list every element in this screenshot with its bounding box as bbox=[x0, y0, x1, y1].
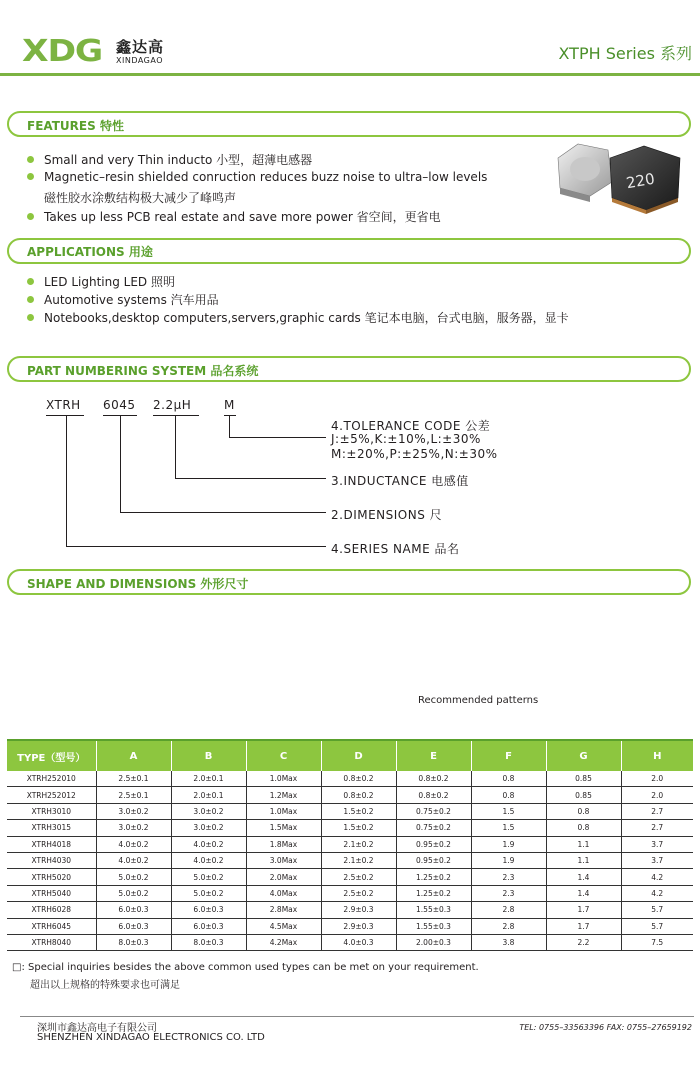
application-item: Automotive systems 汽车用品 bbox=[27, 291, 219, 308]
company-name-cn: 鑫达高 bbox=[116, 38, 165, 56]
table-cell: 0.8 bbox=[546, 820, 621, 836]
table-cell: 1.1 bbox=[546, 836, 621, 852]
bullet-icon bbox=[27, 296, 34, 303]
table-cell: 3.0±0.2 bbox=[96, 820, 171, 836]
table-cell: 2.7 bbox=[621, 820, 693, 836]
series-title: XTPH Series 系列 bbox=[558, 44, 692, 63]
bullet-icon bbox=[27, 314, 34, 321]
column-header: C bbox=[246, 740, 321, 771]
table-cell: 4.0±0.3 bbox=[321, 934, 396, 950]
table-cell: 1.9 bbox=[471, 836, 546, 852]
table-cell: 4.0±0.2 bbox=[96, 852, 171, 868]
table-header-row bbox=[7, 740, 693, 771]
table-cell: 2.9±0.3 bbox=[321, 918, 396, 934]
table-cell: 2.8 bbox=[471, 918, 546, 934]
column-header: A bbox=[96, 740, 171, 771]
table-cell: 2.8Max bbox=[246, 902, 321, 918]
leader-line bbox=[66, 546, 326, 547]
leader-line bbox=[120, 512, 326, 513]
applications-title: APPLICATIONS 用途 bbox=[27, 245, 153, 259]
table-cell: XTRH4030 bbox=[7, 852, 96, 868]
table-cell: 2.5±0.2 bbox=[321, 885, 396, 901]
feature-item: Takes up less PCB real estate and save more power 省空间，更省电 bbox=[27, 208, 441, 225]
table-cell: 2.3 bbox=[471, 869, 546, 885]
table-cell: 5.0±0.2 bbox=[171, 869, 246, 885]
table-row bbox=[7, 787, 693, 803]
table-cell: 1.4 bbox=[546, 869, 621, 885]
code-inductance: 2.2μH bbox=[153, 398, 192, 412]
table-cell: 5.0±0.2 bbox=[171, 885, 246, 901]
table-cell: XTRH5040 bbox=[7, 885, 96, 901]
bullet-icon bbox=[27, 213, 34, 220]
table-cell: 1.55±0.3 bbox=[396, 902, 471, 918]
table-cell: 4.0±0.2 bbox=[171, 836, 246, 852]
bullet-icon bbox=[27, 156, 34, 163]
company-name-en: XINDAGAO bbox=[116, 56, 164, 65]
table-cell: 4.2 bbox=[621, 869, 693, 885]
table-cell: XTRH6028 bbox=[7, 902, 96, 918]
code-series: XTRH bbox=[46, 398, 81, 412]
table-cell: 2.1±0.2 bbox=[321, 852, 396, 868]
table-cell: 1.5 bbox=[471, 820, 546, 836]
table-cell: 6.0±0.3 bbox=[171, 902, 246, 918]
part-numbering-title: PART NUMBERING SYSTEM 品名系统 bbox=[27, 364, 259, 378]
footer-divider bbox=[20, 1016, 694, 1017]
table-cell: 2.1±0.2 bbox=[321, 836, 396, 852]
note-special-inquiries: □: Special inquiries besides the above common used types can be met on your requirement. bbox=[12, 962, 479, 973]
table-cell: 2.7 bbox=[621, 803, 693, 819]
product-marking: 220 bbox=[624, 169, 657, 193]
inductor-product-image bbox=[552, 136, 688, 216]
table-cell: 0.8±0.2 bbox=[321, 787, 396, 803]
table-cell: 1.0Max bbox=[246, 771, 321, 787]
underline bbox=[46, 415, 84, 416]
table-cell: 8.0±0.3 bbox=[171, 934, 246, 950]
bullet-icon bbox=[27, 278, 34, 285]
table-cell: 2.5±0.1 bbox=[96, 771, 171, 787]
column-header: G bbox=[546, 740, 621, 771]
table-cell: XTRH252010 bbox=[7, 771, 96, 787]
table-body bbox=[7, 771, 693, 951]
note-special-inquiries-cn: 超出以上规格的特殊要求也可满足 bbox=[30, 980, 180, 991]
feature-item: Magnetic–resin shielded conruction reduces buzz noise to ultra–low levels bbox=[27, 170, 487, 184]
table-cell: 4.0Max bbox=[246, 885, 321, 901]
table-row bbox=[7, 885, 693, 901]
table-cell: 0.8±0.2 bbox=[396, 771, 471, 787]
shape-title: SHAPE AND DIMENSIONS 外形尺寸 bbox=[27, 577, 249, 591]
table-cell: 1.7 bbox=[546, 918, 621, 934]
table-cell: 0.95±0.2 bbox=[396, 852, 471, 868]
table-cell: 1.5±0.2 bbox=[321, 820, 396, 836]
table-cell: 0.8±0.2 bbox=[396, 787, 471, 803]
table-cell: 0.8 bbox=[471, 771, 546, 787]
column-header: E bbox=[396, 740, 471, 771]
column-header: F bbox=[471, 740, 546, 771]
table-cell: 0.8±0.2 bbox=[321, 771, 396, 787]
code-tolerance: M bbox=[224, 398, 235, 412]
table-cell: 6.0±0.3 bbox=[96, 918, 171, 934]
table-cell: 5.0±0.2 bbox=[96, 885, 171, 901]
table-cell: 3.0±0.2 bbox=[171, 803, 246, 819]
table-cell: 3.8 bbox=[471, 934, 546, 950]
table-cell: 3.7 bbox=[621, 852, 693, 868]
tolerance-values-2: M:±20%,P:±25%,N:±30% bbox=[331, 447, 498, 461]
feature-item: Small and very Thin inducto 小型，超薄电感器 bbox=[27, 151, 312, 168]
leader-line bbox=[175, 416, 176, 479]
series-name-label: 4.SERIES NAME 品名 bbox=[331, 542, 460, 556]
table-cell: 1.0Max bbox=[246, 803, 321, 819]
table-cell: 1.4 bbox=[546, 885, 621, 901]
table-cell: 1.25±0.2 bbox=[396, 885, 471, 901]
table-cell: 1.7 bbox=[546, 902, 621, 918]
table-cell: 1.5±0.2 bbox=[321, 803, 396, 819]
table-cell: 7.5 bbox=[621, 934, 693, 950]
table-cell: 3.0Max bbox=[246, 852, 321, 868]
table-row bbox=[7, 836, 693, 852]
table-cell: 5.7 bbox=[621, 902, 693, 918]
application-item: LED Lighting LED 照明 bbox=[27, 273, 175, 290]
table-cell: 1.9 bbox=[471, 852, 546, 868]
table-row bbox=[7, 803, 693, 819]
table-cell: 0.8 bbox=[471, 787, 546, 803]
company-logo: XDG bbox=[22, 34, 103, 69]
column-header: D bbox=[321, 740, 396, 771]
table-cell: 1.1 bbox=[546, 852, 621, 868]
table-cell: 4.2 bbox=[621, 885, 693, 901]
table-cell: 2.0 bbox=[621, 787, 693, 803]
table-cell: 1.25±0.2 bbox=[396, 869, 471, 885]
dimensions-label: 2.DIMENSIONS 尺 bbox=[331, 508, 443, 522]
table-cell: 2.9±0.3 bbox=[321, 902, 396, 918]
table-row bbox=[7, 852, 693, 868]
table-cell: 0.85 bbox=[546, 787, 621, 803]
column-header: H bbox=[621, 740, 693, 771]
underline bbox=[153, 415, 199, 416]
table-cell: 1.8Max bbox=[246, 836, 321, 852]
table-cell: 3.0±0.2 bbox=[96, 803, 171, 819]
table-cell: 1.55±0.3 bbox=[396, 918, 471, 934]
table-cell: 1.5Max bbox=[246, 820, 321, 836]
footer-company-cn: 深圳市鑫达高电子有限公司 bbox=[37, 1023, 157, 1034]
table-row bbox=[7, 934, 693, 950]
table-cell: 2.0±0.1 bbox=[171, 771, 246, 787]
table-cell: 0.95±0.2 bbox=[396, 836, 471, 852]
table-row bbox=[7, 771, 693, 787]
underline bbox=[224, 415, 236, 416]
table-cell: 5.7 bbox=[621, 918, 693, 934]
table-cell: 3.0±0.2 bbox=[171, 820, 246, 836]
tolerance-values-1: J:±5%,K:±10%,L:±30% bbox=[331, 432, 481, 446]
table-cell: XTRH6045 bbox=[7, 918, 96, 934]
table-cell: XTRH3015 bbox=[7, 820, 96, 836]
table-cell: 6.0±0.3 bbox=[96, 902, 171, 918]
table-row bbox=[7, 902, 693, 918]
column-header: B bbox=[171, 740, 246, 771]
table-cell: 4.0±0.2 bbox=[171, 852, 246, 868]
table-cell: 2.2 bbox=[546, 934, 621, 950]
table-cell: 2.8 bbox=[471, 902, 546, 918]
footer-company-en: SHENZHEN XINDAGAO ELECTRONICS CO. LTD bbox=[37, 1032, 265, 1043]
table-cell: 2.0Max bbox=[246, 869, 321, 885]
feature-item-continuation: 磁性胶水涂敷结构极大减少了峰鸣声 bbox=[44, 191, 237, 205]
table-cell: 2.0±0.1 bbox=[171, 787, 246, 803]
footer-contact: TEL: 0755–33563396 FAX: 0755–27659192 bbox=[519, 1023, 692, 1032]
table-row bbox=[7, 869, 693, 885]
table-cell: 0.85 bbox=[546, 771, 621, 787]
inductance-label: 3.INDUCTANCE 电感值 bbox=[331, 474, 469, 488]
table-cell: XTRH8040 bbox=[7, 934, 96, 950]
table-cell: XTRH3010 bbox=[7, 803, 96, 819]
table-cell: 2.0 bbox=[621, 771, 693, 787]
table-cell: XTRH252012 bbox=[7, 787, 96, 803]
tolerance-label: 4.TOLERANCE CODE 公差 bbox=[331, 419, 491, 433]
recommended-patterns-label: Recommended patterns bbox=[418, 695, 539, 706]
leader-line bbox=[175, 478, 326, 479]
table-cell: 4.5Max bbox=[246, 918, 321, 934]
bullet-icon bbox=[27, 173, 34, 180]
table-row bbox=[7, 820, 693, 836]
column-header-type: TYPE（型号） bbox=[7, 740, 96, 771]
table-cell: 2.5±0.2 bbox=[321, 869, 396, 885]
table-cell: XTRH5020 bbox=[7, 869, 96, 885]
table-cell: 1.2Max bbox=[246, 787, 321, 803]
table-cell: 4.2Max bbox=[246, 934, 321, 950]
leader-line bbox=[229, 437, 326, 438]
leader-line bbox=[66, 416, 67, 547]
table-cell: 1.5 bbox=[471, 803, 546, 819]
table-cell: 5.0±0.2 bbox=[96, 869, 171, 885]
table-cell: 2.3 bbox=[471, 885, 546, 901]
table-row bbox=[7, 918, 693, 934]
table-cell: 0.75±0.2 bbox=[396, 820, 471, 836]
table-cell: 8.0±0.3 bbox=[96, 934, 171, 950]
table-cell: 0.75±0.2 bbox=[396, 803, 471, 819]
table-cell: 2.5±0.1 bbox=[96, 787, 171, 803]
table-cell: 3.7 bbox=[621, 836, 693, 852]
table-cell: 4.0±0.2 bbox=[96, 836, 171, 852]
table-cell: 0.8 bbox=[546, 803, 621, 819]
application-item: Notebooks,desktop computers,servers,graphic cards 笔记本电脑，台式电脑，服务器，显卡 bbox=[27, 309, 569, 326]
features-title: FEATURES 特性 bbox=[27, 119, 124, 133]
leader-line bbox=[120, 416, 121, 513]
table-cell: 6.0±0.3 bbox=[171, 918, 246, 934]
leader-line bbox=[229, 416, 230, 438]
table-cell: 2.00±0.3 bbox=[396, 934, 471, 950]
code-dimensions: 6045 bbox=[103, 398, 136, 412]
dimensions-table bbox=[7, 739, 693, 951]
table-cell: XTRH4018 bbox=[7, 836, 96, 852]
header-divider bbox=[0, 73, 700, 76]
